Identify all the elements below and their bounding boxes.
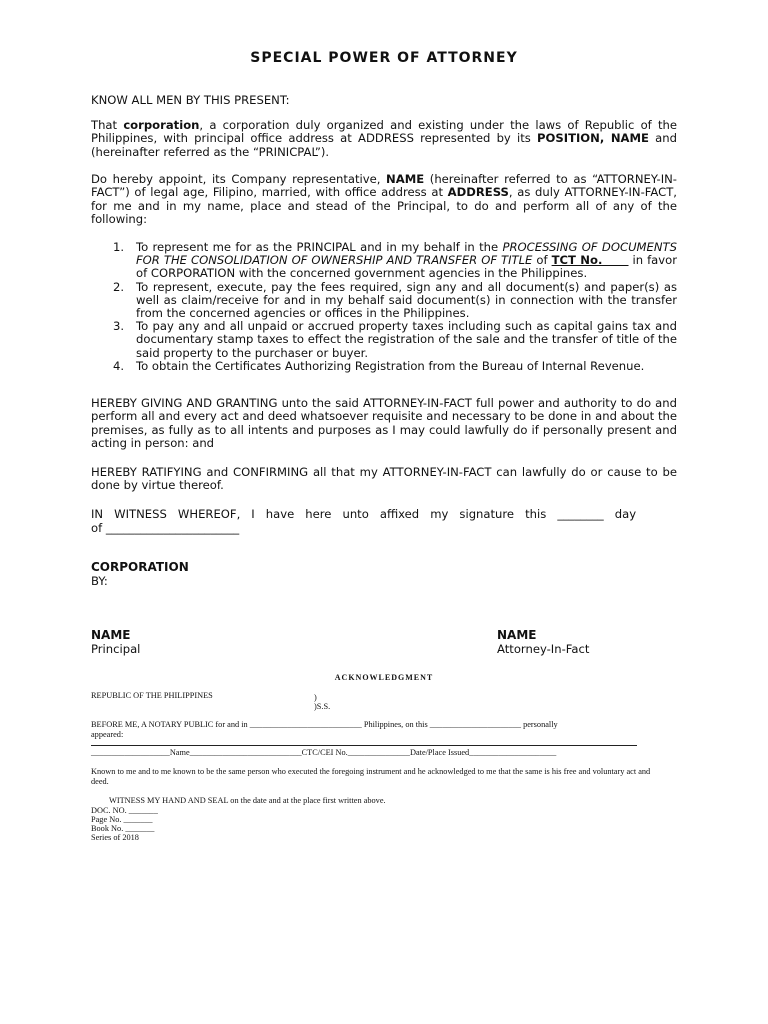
principal-name: NAME [91, 628, 131, 642]
columns-line: ___________________Name___________________________CTC/CEI No._______________Date/Place Issued_____________________ [91, 748, 557, 757]
witness-line-2: of _______________________ [91, 521, 240, 535]
venue-ss: )S.S. [314, 702, 331, 711]
book-no: Book No. _______ [91, 824, 155, 833]
list-item: 4. To obtain the Certificates Authorizing Registration from the Bureau of Internal Revenue. [113, 358, 645, 373]
witness-hand-line: WITNESS MY HAND AND SEAL on the date and at the place first written above. [109, 796, 386, 805]
paragraph-appointment: Do hereby appoint, its Company representative, NAME (hereinafter referred to as “ATTORNEY-IN-FACT”) of legal age, Filipino, married, with office address at ADDRESS, as duly ATTORNEY-IN-FACT, for me and in my name, place and stead of the Principal, to do and perform all of any of the following: [91, 172, 677, 227]
before-me-line: BEFORE ME, A NOTARY PUBLIC for and in ___________________________ Philippines, on this ______________________ personally [91, 720, 558, 729]
witness-line-1: IN WITNESS WHEREOF, I have here unto affixed my signature this ________ day [91, 507, 637, 521]
acknowledgment-title: ACKNOWLEDGMENT [334, 673, 434, 682]
paragraph-granting: HEREBY GIVING AND GRANTING unto the said ATTORNEY-IN-FACT full power and authority to do and perform all and every act and deed whatsoever requisite and necessary to be done in and about the premises, as fully as to all intents and purposes as I may could lawfully do if personally present and acting in person: and [91, 396, 677, 451]
page-no: Page No. _______ [91, 815, 153, 824]
attorney-role: Attorney-In-Fact [497, 642, 590, 656]
principal-role: Principal [91, 642, 141, 656]
venue-paren: ) [314, 693, 317, 702]
list-item: 3. To pay any and all unpaid or accrued property taxes including such as capital gains tax and documentary stamp taxes to effect the registration of the sale and the transfer of title of the said property to the purchaser or buyer. [113, 319, 677, 360]
by-label: BY: [91, 574, 108, 588]
attorney-name: NAME [497, 628, 537, 642]
powers-list [91, 241, 677, 373]
corporation-label: CORPORATION [91, 560, 189, 574]
blank-line [91, 745, 637, 746]
document-title: SPECIAL POWER OF ATTORNEY [250, 50, 518, 66]
list-item: 1. To represent me for as the PRINCIPAL and in my behalf in the PROCESSING OF DOCUMENTS FOR THE CONSOLIDATION OF OWNERSHIP AND TRANSFER OF TITLE of TCT No. in favor of CORPORATION with the concerned government agencies in the Philippines. [113, 240, 678, 281]
republic-label: REPUBLIC OF THE PHILIPPINES [91, 691, 213, 700]
paragraph-ratifying: HEREBY RATIFYING and CONFIRMING all that my ATTORNEY-IN-FACT can lawfully do or cause to be done by virtue thereof. [91, 465, 677, 493]
appeared-label: appeared: [91, 730, 124, 739]
intro-line: KNOW ALL MEN BY THIS PRESENT: [91, 93, 290, 107]
doc-no: DOC. NO. _______ [91, 806, 158, 815]
known-paragraph: Known to me and to me known to be the same person who executed the foregoing instrument and he acknowledged to me that the same is his free and voluntary act and deed. [91, 767, 651, 786]
series: Series of 2018 [91, 833, 139, 842]
paragraph-principal: That corporation, a corporation duly organized and existing under the laws of Republic of the Philippines, with principal office address at ADDRESS represented by its POSITION, NAME and (hereinafter referred as the “PRINICPAL”). [91, 118, 678, 159]
list-item: 2. To represent, execute, pay the fees required, sign any and all document(s) and paper(s) as well as claim/receive for and in my behalf said document(s) in connection with the transfer from the concerned agencies or offices in the Philippines. [113, 279, 677, 321]
